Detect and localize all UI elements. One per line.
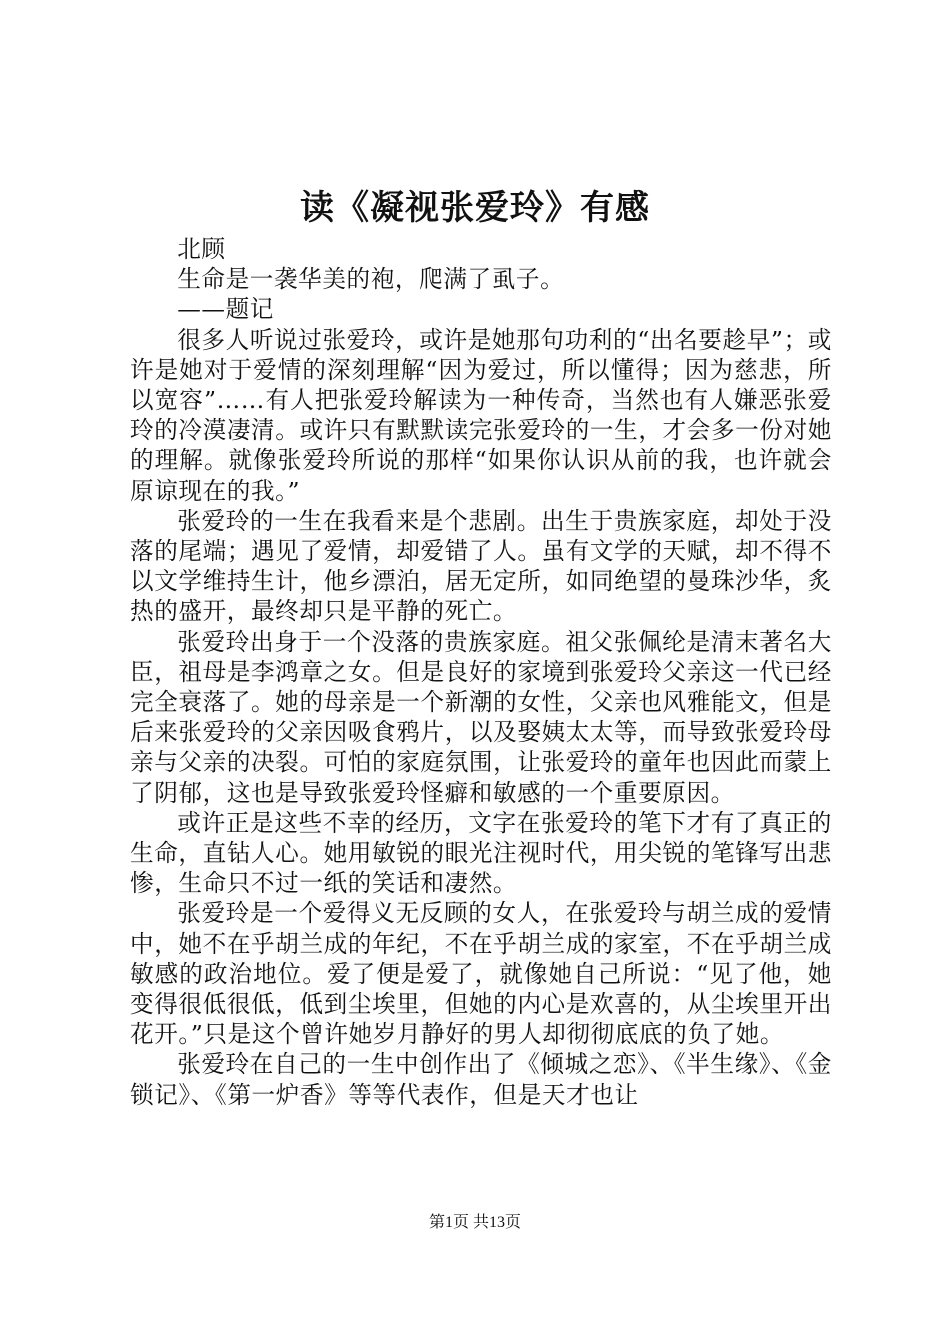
paragraph: 张爱玲在自己的一生中创作出了《倾城之恋》、《半生缘》、《金锁记》、《第一炉香》等等代表作，但是天才也让 [130,1050,832,1109]
paragraph: 张爱玲的一生在我看来是个悲剧。出生于贵族家庭，却处于没落的尾端；遇见了爱情，却爱错了人。虽有文学的天赋，却不得不以文学维持生计，他乡漂泊，居无定所，如同绝望的曼珠沙华，炙热的盛开，最终却只是平静的死亡。 [130,506,832,626]
document-title: 读《凝视张爱玲》有感 [300,188,650,228]
paragraph: 张爱玲是一个爱得义无反顾的女人，在张爱玲与胡兰成的爱情中，她不在乎胡兰成的年纪，不在乎胡兰成的家室，不在乎胡兰成敏感的政治地位。爱了便是爱了，就像她自己所说：“见了他，她变得很低很低，低到尘埃里，但她的内心是欢喜的，从尘埃里开出花开。”只是这个曾许她岁月静好的男人却彻彻底底的负了她。 [130,899,832,1049]
paragraph: 或许正是这些不幸的经历，文字在张爱玲的笔下才有了真正的生命，直钻人心。她用敏锐的眼光注视时代，用尖锐的笔锋写出悲惨，生命只不过一纸的笑话和凄然。 [130,808,832,898]
paragraph: 很多人听说过张爱玲，或许是她那句功利的“出名要趁早”；或许是她对于爱情的深刻理解“因为爱过，所以懂得；因为慈悲，所以宽容”……有人把张爱玲解读为一种传奇，当然也有人嫌恶张爱玲的冷漠凄清。或许只有默默读完张爱玲的一生，才会多一份对她的理解。就像张爱玲所说的那样“如果你认识从前的我，也许就会原谅现在的我。” [130,325,832,505]
paragraph: 张爱玲出身于一个没落的贵族家庭。祖父张佩纶是清末著名大臣，祖母是李鸿章之女。但是良好的家境到张爱玲父亲这一代已经完全衰落了。她的母亲是一个新潮的女性，父亲也风雅能文，但是后来张爱玲的父亲因吸食鸦片，以及娶姨太太等，而导致张爱玲母亲与父亲的决裂。可怕的家庭氛围，让张爱玲的童年也因此而蒙上了阴郁，这也是导致张爱玲怪癖和敏感的一个重要原因。 [130,627,832,807]
page-number-footer: 第1页 共13页 [428,1214,521,1231]
document-body [130,234,832,1110]
epigraph-source: ——题记 [177,295,274,324]
epigraph: 生命是一袭华美的袍，爬满了虱子。 [177,265,565,294]
author-line: 北顾 [177,235,226,263]
